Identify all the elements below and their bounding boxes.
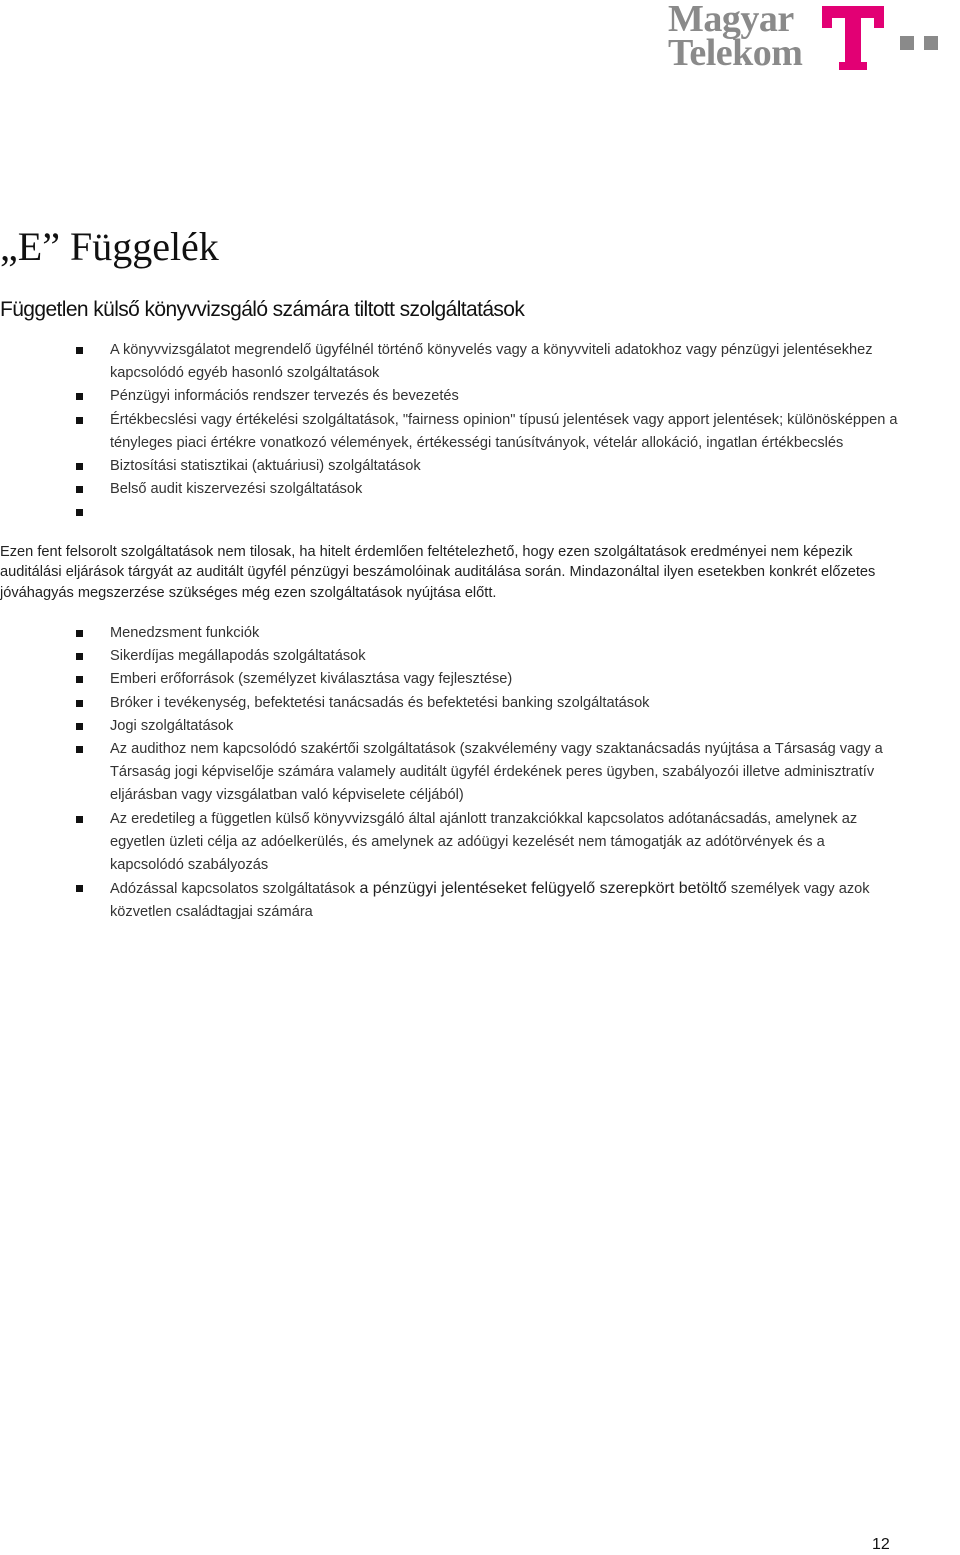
page-number: 12 xyxy=(872,1536,890,1553)
bullet-icon xyxy=(76,746,83,753)
logo-line-2: Telekom xyxy=(668,32,803,74)
list-item: Biztosítási statisztikai (aktuáriusi) szolgáltatások xyxy=(0,455,900,478)
list-item-text-start: Adózással kapcsolatos szolgáltatások xyxy=(110,881,355,898)
list-item: Emberi erőforrások (személyzet kiválasztása vagy fejlesztése) xyxy=(0,668,900,691)
list-item: Jogi szolgáltatások xyxy=(0,715,900,738)
logo-digits-icon xyxy=(900,36,938,50)
bullet-icon xyxy=(76,486,83,493)
list-item: Menedzsment funkciók xyxy=(0,622,900,645)
list-item xyxy=(0,877,900,924)
list-item: Bróker i tevékenység, befektetési tanácsadás és befektetési banking szolgáltatások xyxy=(0,692,900,715)
logo-line-1: Magyar xyxy=(668,0,794,40)
bullet-icon xyxy=(76,509,83,516)
list-item-text-end: személyek vagy azok közvetlen családtagjai számára xyxy=(110,881,870,921)
bullet-icon xyxy=(76,816,83,823)
additional-prohibited-services-list xyxy=(0,622,900,925)
prohibited-services-list xyxy=(0,339,900,521)
bullet-icon xyxy=(76,347,83,354)
bullet-icon xyxy=(76,393,83,400)
list-item-text-highlight: a pénzügyi jelentéseket felügyelő szerepkört betöltő xyxy=(355,880,727,898)
logo-wordmark xyxy=(668,0,803,74)
bullet-icon xyxy=(76,723,83,730)
list-item: Értékbecslési vagy értékelési szolgáltatások, "fairness opinion" típusú jelentések vagy apport jelentések; különösképpen a tényleges piaci értékre vonatkozó vélemények, értékességi tanúsítványok, vételár allokáció, ingatlan értékbecslés xyxy=(0,409,900,455)
bullet-icon xyxy=(76,463,83,470)
list-item: Sikerdíjas megállapodás szolgáltatások xyxy=(0,645,900,668)
list-item xyxy=(0,501,900,521)
logo-square-icon xyxy=(900,36,914,50)
telekom-t-icon xyxy=(818,2,888,72)
bullet-icon xyxy=(76,885,83,892)
bullet-icon xyxy=(76,676,83,683)
list-item: Pénzügyi információs rendszer tervezés és bevezetés xyxy=(0,385,900,408)
bullet-icon xyxy=(76,417,83,424)
section-title: Független külső könyvvizsgáló számára tiltott szolgáltatások xyxy=(0,298,525,321)
list-item: Az eredetileg a független külső könyvvizsgáló által ajánlott tranzakciókkal kapcsolatos adótanácsadás, amelynek az egyetlen üzleti célja az adóelkerülés, és amelynek az adóügyi kezelését nem támogatják az adótörvények és a kapcsolódó szabályozás xyxy=(0,808,900,878)
logo-square-icon xyxy=(924,36,938,50)
bullet-icon xyxy=(76,630,83,637)
appendix-title: „E” Függelék xyxy=(0,224,219,269)
bullet-icon xyxy=(76,653,83,660)
bullet-icon xyxy=(76,700,83,707)
list-item: Az audithoz nem kapcsolódó szakértői szolgáltatások (szakvélemény vagy szaktanácsadás nyújtása a Társaság vagy a Társaság jogi képviselője számára valamely auditált ügyfél érdekének peres ügyben, szabályozói illetve adminisztratív eljárásban vagy vizsgálatban való képviselete céljából) xyxy=(0,738,900,808)
magyar-telekom-logo xyxy=(668,2,958,74)
exception-paragraph: Ezen fent felsorolt szolgáltatások nem tilosak, ha hitelt érdemlően feltételezhető, hogy ezen szolgáltatások eredményei nem képezik auditálási eljárások tárgyát az auditált ügyfél pénzügyi beszámolóinak auditálása során. Mindazonáltal ilyen esetekben konkrét előzetes jóváhagyás megszerzése szükséges még ezen szolgáltatások nyújtása előtt. xyxy=(0,544,876,601)
list-item: A könyvvizsgálatot megrendelő ügyfélnél történő könyvelés vagy a könyvviteli adatokhoz vagy pénzügyi jelentésekhez kapcsolódó egyéb hasonló szolgáltatások xyxy=(0,339,900,385)
list-item: Belső audit kiszervezési szolgáltatások xyxy=(0,478,900,501)
